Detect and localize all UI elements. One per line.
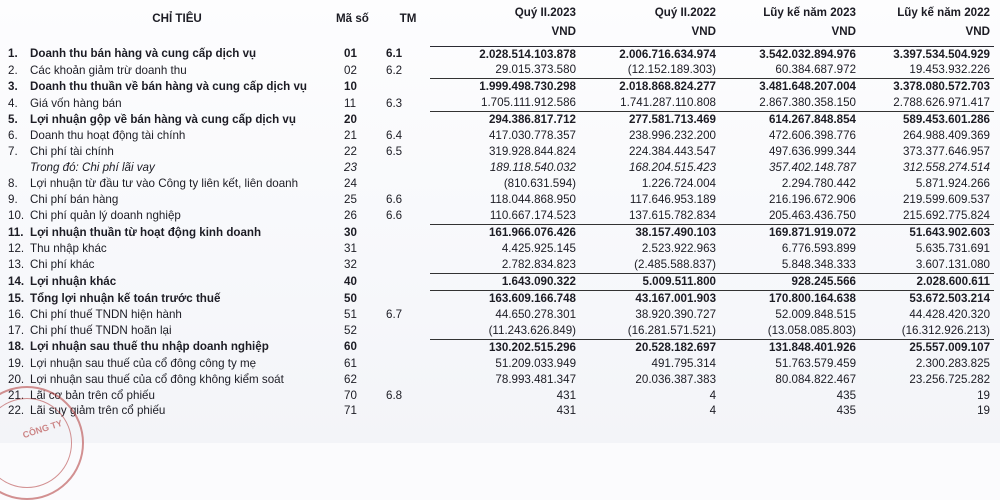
row-label: Lợi nhuận từ đầu tư vào Công ty liên kết, liên doanh [30, 177, 299, 191]
value-ytd-2022: 3.607.131.080 [860, 257, 994, 273]
value-q2-2022: 4 [709, 388, 717, 402]
table-row [8, 290, 994, 306]
value-q2-2023: 4.425.925.145 [501, 241, 577, 255]
row-number: 16. [8, 307, 25, 321]
value-q2-2022: 2.006.716.634.974 [619, 47, 717, 61]
value-ytd-2023: 435 [836, 404, 857, 418]
row-code: 21 [344, 129, 357, 143]
row-label: Giá vốn hàng bán [30, 96, 122, 110]
row-note: 6.6 [386, 209, 403, 223]
row-note: 6.2 [386, 63, 403, 77]
value-ytd-2022: 2.788.626.971.417 [860, 95, 994, 111]
row-note [386, 79, 430, 95]
row-label: Thu nhập khác [30, 241, 107, 255]
row-number: 12. [8, 241, 25, 255]
row-code: 02 [344, 63, 357, 77]
row-code: 25 [344, 193, 357, 207]
row-code: 24 [344, 177, 357, 191]
value-q2-2023: 189.118.540.032 [489, 161, 577, 175]
value-ytd-2023: 60.384.687.972 [720, 62, 860, 78]
value-ytd-2023: 216.196.672.906 [768, 193, 857, 207]
row-number: 2. [8, 63, 18, 77]
value-ytd-2023: 2.867.380.358.150 [720, 95, 860, 111]
row-note: 6.4 [386, 129, 403, 143]
value-ytd-2023: 80.084.822.467 [775, 372, 857, 386]
row-note: 6.8 [386, 388, 403, 402]
row-label: Tổng lợi nhuận kế toán trước thuế [30, 291, 221, 305]
table-row [8, 46, 994, 62]
table-body [8, 46, 994, 419]
value-q2-2023: 431 [556, 404, 577, 418]
row-note [386, 273, 430, 290]
row-code: 11 [344, 96, 357, 110]
value-ytd-2022: 23.256.725.282 [909, 372, 991, 386]
row-note [386, 176, 430, 192]
value-q2-2023: 1.643.090.322 [430, 273, 580, 290]
value-q2-2023: (810.631.594) [503, 177, 577, 191]
table-row [8, 241, 994, 257]
value-ytd-2022: 51.643.902.603 [909, 225, 991, 239]
header-ma-so: Mã số [336, 12, 369, 25]
value-ytd-2022: 19 [977, 404, 991, 418]
header-chi-tieu: CHỈ TIÊU [152, 12, 202, 25]
row-label: Chi phí bán hàng [30, 193, 119, 207]
row-label: Các khoản giảm trừ doanh thu [30, 63, 187, 77]
value-q2-2023: 2.028.514.103.878 [479, 47, 577, 61]
row-label: Chi phí quản lý doanh nghiệp [30, 209, 181, 223]
value-q2-2023: 319.928.844.824 [488, 145, 577, 159]
value-ytd-2023: 205.463.436.750 [720, 208, 860, 224]
row-note [386, 356, 430, 372]
row-number: 13. [8, 258, 25, 272]
row-note: 6.1 [386, 47, 403, 61]
table-row [8, 160, 994, 176]
value-q2-2023: 1.705.111.912.586 [430, 95, 580, 111]
value-ytd-2023: 614.267.848.854 [768, 113, 857, 127]
value-q2-2022: (2.485.588.837) [580, 257, 720, 273]
row-note [386, 372, 430, 388]
row-number: 15. [8, 291, 25, 305]
row-code: 26 [344, 209, 357, 223]
value-q2-2022: 277.581.713.469 [628, 113, 717, 127]
value-ytd-2022: 3.378.080.572.703 [893, 80, 991, 94]
value-q2-2022: 224.384.443.547 [628, 145, 717, 159]
value-ytd-2022: 373.377.646.957 [902, 145, 991, 159]
row-label: Lãi suy giảm trên cổ phiếu [30, 404, 166, 418]
table-row [8, 62, 994, 78]
row-label: Doanh thu bán hàng và cung cấp dịch vụ [30, 47, 257, 61]
row-number: 1. [8, 47, 18, 61]
table-row [8, 372, 994, 388]
row-note [386, 160, 430, 176]
value-ytd-2023: 357.402.148.787 [768, 161, 857, 175]
row-note [386, 112, 430, 128]
header-q2-2023-currency: VND [551, 25, 577, 38]
company-seal-text: CÔNG TY [21, 417, 64, 441]
row-number: 8. [8, 177, 18, 191]
value-q2-2022: 238.996.232.200 [628, 129, 717, 143]
value-ytd-2022: 3.397.534.504.929 [893, 47, 991, 61]
row-number: 20. [8, 372, 25, 386]
row-number: 10. [8, 209, 25, 223]
value-ytd-2023: 497.636.999.344 [768, 145, 857, 159]
value-q2-2023: 110.667.174.523 [430, 208, 580, 224]
row-label: Lợi nhuận thuần từ hoạt động kinh doanh [30, 225, 262, 239]
value-q2-2022: 5.009.511.800 [580, 273, 720, 290]
row-label: Chi phí thuế TNDN hoãn lại [30, 323, 172, 337]
row-note [386, 403, 430, 419]
row-number: 5. [8, 113, 18, 127]
value-q2-2022: 2.523.922.963 [641, 241, 717, 255]
value-ytd-2023: 928.245.566 [720, 273, 860, 290]
value-q2-2023: 118.044.868.950 [489, 193, 577, 207]
row-label: Chi phí thuế TNDN hiện hành [30, 307, 182, 321]
value-ytd-2023: 435 [836, 388, 857, 402]
row-code: 01 [344, 47, 357, 61]
row-code: 31 [344, 241, 357, 255]
row-note: 6.5 [386, 145, 403, 159]
row-code: 30 [344, 225, 357, 239]
value-q2-2022: 20.528.182.697 [635, 340, 717, 354]
row-label: Doanh thu thuần về bán hàng và cung cấp dịch vụ [30, 80, 307, 94]
row-label: Lợi nhuận sau thuế thu nhập doanh nghiệp [30, 340, 269, 354]
row-label: Lợi nhuận khác [30, 274, 117, 288]
table-row [8, 208, 994, 224]
row-label: Chi phí khác [30, 258, 95, 272]
value-q2-2022: 38.157.490.103 [635, 225, 717, 239]
table-row [8, 128, 994, 144]
row-number: 17. [8, 323, 25, 337]
row-note [386, 323, 430, 339]
table-row [8, 95, 994, 111]
row-code: 22 [344, 145, 357, 159]
value-ytd-2022: 219.599.609.537 [902, 193, 991, 207]
row-label: Trong đó: Chi phí lãi vay [30, 161, 155, 175]
header-q2-2023: Quý II.2023 VND [430, 6, 580, 46]
table-header [8, 6, 994, 46]
value-ytd-2022: 589.453.601.286 [902, 113, 991, 127]
row-code: 62 [344, 372, 357, 386]
value-q2-2022: (12.152.189.303) [580, 62, 720, 78]
value-ytd-2023: 6.776.593.899 [781, 241, 857, 255]
value-ytd-2023: 52.009.848.515 [775, 307, 857, 321]
table-row [8, 339, 994, 355]
table-row [8, 356, 994, 372]
table-row [8, 307, 994, 323]
row-number: 9. [8, 193, 18, 207]
value-q2-2023: 431 [556, 388, 577, 402]
value-q2-2023: 417.030.778.357 [488, 129, 577, 143]
value-q2-2023: 51.209.033.949 [495, 356, 577, 370]
header-ytd-2022-currency: VND [965, 25, 991, 38]
value-ytd-2022: 5.635.731.691 [915, 241, 991, 255]
row-number: 3. [8, 80, 18, 94]
table-row [8, 112, 994, 128]
value-q2-2022: 43.167.001.903 [635, 291, 717, 305]
row-number: 21. [8, 388, 25, 402]
value-ytd-2022: 312.558.274.514 [902, 161, 991, 175]
value-ytd-2023: 3.481.648.207.004 [759, 80, 857, 94]
row-number: 18. [8, 340, 25, 354]
value-q2-2022: 1.226.724.004 [641, 177, 717, 191]
value-q2-2023: 163.609.166.748 [488, 291, 577, 305]
value-q2-2022: (16.281.571.521) [580, 323, 720, 339]
row-label: Lợi nhuận gộp về bán hàng và cung cấp dịch vụ [30, 113, 296, 127]
row-label: Lãi cơ bản trên cổ phiếu [30, 388, 155, 402]
value-ytd-2023: 51.763.579.459 [775, 356, 857, 370]
row-code: 71 [344, 404, 357, 418]
value-q2-2023: (11.243.626.849) [430, 323, 580, 339]
value-q2-2022: 38.920.390.727 [635, 307, 717, 321]
value-q2-2023: 78.993.481.347 [495, 372, 577, 386]
table-row [8, 224, 994, 240]
value-ytd-2022: 25.557.009.107 [909, 340, 991, 354]
row-number: 6. [8, 129, 18, 143]
header-tm: TM [399, 12, 417, 25]
row-note [386, 257, 430, 273]
row-number: 4. [8, 96, 18, 110]
table-row [8, 388, 994, 404]
table-row [8, 403, 994, 419]
row-number [8, 160, 30, 176]
value-q2-2022: 137.615.782.834 [580, 208, 720, 224]
table-row [8, 257, 994, 273]
table-row [8, 323, 994, 339]
header-ytd-2022: Lũy kế năm 2022 VND [860, 6, 994, 46]
value-q2-2023: 294.386.817.712 [488, 113, 577, 127]
value-ytd-2022: 215.692.775.824 [860, 208, 994, 224]
value-q2-2023: 161.966.076.426 [488, 225, 577, 239]
value-q2-2023: 1.999.498.730.298 [479, 80, 577, 94]
row-note [386, 290, 430, 306]
value-q2-2022: 4 [709, 404, 717, 418]
row-code: 61 [344, 356, 357, 370]
value-ytd-2023: 5.848.348.333 [720, 257, 860, 273]
value-ytd-2023: 169.871.919.072 [768, 225, 857, 239]
row-code: 20 [344, 113, 357, 127]
value-ytd-2023: 472.606.398.776 [768, 129, 857, 143]
value-q2-2022: 117.646.953.189 [629, 193, 717, 207]
row-code: 40 [344, 274, 357, 288]
table-row [8, 144, 994, 160]
row-note: 6.6 [386, 193, 403, 207]
value-q2-2023: 29.015.373.580 [430, 62, 580, 78]
row-label: Lợi nhuận sau thuế của cổ đông không kiểm soát [30, 372, 284, 386]
header-q2-2022-currency: VND [691, 25, 717, 38]
row-note [386, 241, 430, 257]
row-note [386, 339, 430, 355]
row-label: Chi phí tài chính [30, 145, 114, 159]
value-ytd-2023: 3.542.032.894.976 [759, 47, 857, 61]
row-code: 51 [344, 307, 357, 321]
value-ytd-2022: 19 [977, 388, 991, 402]
table-row [8, 273, 994, 290]
header-ytd-2023-currency: VND [831, 25, 857, 38]
value-ytd-2022: 2.300.283.825 [915, 356, 991, 370]
table-row [8, 192, 994, 208]
value-ytd-2022: 44.428.420.320 [909, 307, 991, 321]
value-ytd-2022: 264.988.409.369 [902, 129, 991, 143]
value-q2-2022: 20.036.387.383 [635, 372, 717, 386]
row-note: 6.3 [386, 96, 403, 110]
row-number: 19. [8, 356, 25, 370]
value-q2-2023: 130.202.515.296 [488, 340, 577, 354]
header-ytd-2023: Lũy kế năm 2023 VND [720, 6, 860, 46]
row-label: Lợi nhuận sau thuế của cổ đông công ty mẹ [30, 356, 257, 370]
row-code: 70 [344, 388, 357, 402]
value-q2-2023: 2.782.834.823 [430, 257, 580, 273]
row-code: 10 [344, 80, 357, 94]
value-q2-2022: 168.204.515.423 [628, 161, 717, 175]
value-ytd-2023: 170.800.164.638 [768, 291, 857, 305]
row-note: 6.7 [386, 307, 403, 321]
value-ytd-2022: 5.871.924.266 [915, 177, 991, 191]
row-code: 60 [344, 340, 357, 354]
value-ytd-2023: 2.294.780.442 [781, 177, 857, 191]
row-code: 23 [344, 161, 357, 175]
row-number: 7. [8, 145, 18, 159]
row-note [386, 224, 430, 240]
value-ytd-2022: 2.028.600.611 [860, 273, 994, 290]
row-number: 22. [8, 404, 25, 418]
row-code: 52 [344, 323, 357, 337]
income-statement-table [8, 6, 994, 419]
row-code: 50 [344, 291, 357, 305]
table-row [8, 176, 994, 192]
value-ytd-2023: 131.848.401.926 [768, 340, 857, 354]
row-number: 11. [8, 225, 24, 239]
table-row [8, 79, 994, 95]
value-q2-2022: 1.741.287.110.808 [580, 95, 720, 111]
value-ytd-2022: (16.312.926.213) [860, 323, 994, 339]
value-q2-2022: 2.018.868.824.277 [619, 80, 717, 94]
value-ytd-2022: 53.672.503.214 [909, 291, 991, 305]
value-q2-2023: 44.650.278.301 [495, 307, 577, 321]
header-q2-2022: Quý II.2022 VND [580, 6, 720, 46]
value-ytd-2023: (13.058.085.803) [720, 323, 860, 339]
row-number: 14. [8, 274, 25, 288]
value-q2-2022: 491.795.314 [651, 356, 717, 370]
row-label: Doanh thu hoạt động tài chính [30, 129, 186, 143]
row-code: 32 [344, 258, 357, 272]
value-ytd-2022: 19.453.932.226 [860, 62, 994, 78]
